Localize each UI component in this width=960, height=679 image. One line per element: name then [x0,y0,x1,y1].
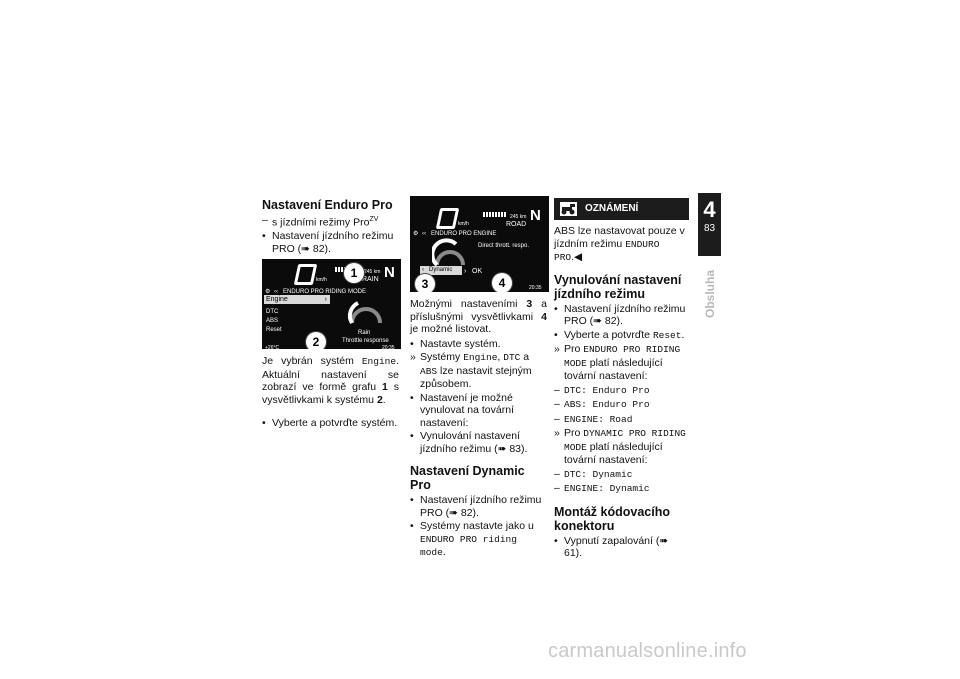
section-title-reset: Vynulování nastavení jízdního režimu [554,272,682,301]
dash-marker: – [554,398,560,410]
chapter-side-label [688,270,732,320]
dash-marker: – [554,467,560,480]
menu-item-engine[interactable]: Engine › [264,295,330,304]
motorcycle-notice-icon [560,202,577,216]
menu-item-dtc[interactable]: DTC [266,309,279,315]
bullet-item: • Nastavte systém. [410,337,501,350]
temperature: +26°C [265,345,280,349]
back-chevron-icon: ‹‹ [422,231,426,237]
bullet-item: • Nastavení jízdního režimu PRO (➠ 82). [554,302,686,327]
settings-gear-icon: ⚙ [265,289,271,295]
bullet-item: • Nastavení jízdního režimu PRO (➠ 82). [262,230,394,255]
bullet-marker: • [262,230,266,242]
result-marker: » [554,343,560,355]
bullet-item: • Vypnutí zapalování (➠ 61). [554,534,669,559]
column-1 [262,198,399,431]
callout-4: 4 [492,273,512,292]
notice-text: ABS lze nastavovat pouze v jízdním režimu ENDURO PRO.◀ [554,225,685,263]
bullet-marker: • [410,494,414,506]
callout-1: 1 [344,263,364,283]
chevron-right-icon: › [324,296,327,303]
column-3 [554,198,689,561]
bullet-marker: • [554,534,558,547]
dashboard-screenshot-riding-mode [262,259,401,349]
dashboard-screenshot-engine [410,196,549,292]
dash-marker: – [554,383,560,396]
speed-unit: km/h [458,221,469,227]
section-title-enduro-pro: Nastavení Enduro Pro [262,198,393,212]
clock: 20:35 [529,285,542,291]
default-item: – ENGINE: Dynamic [554,482,650,494]
prereq-superscript: ZV [369,216,379,223]
section-title-dynamic-pro: Nastavení Dynamic Pro [410,464,525,492]
callout-3: 3 [415,274,435,292]
result-marker: » [410,351,416,363]
gear-indicator: N [530,207,541,224]
menu-item-reset[interactable]: Reset [266,327,282,333]
clock: 20:35 [382,345,395,349]
dash-marker: – [554,482,560,494]
riding-mode-value: ROAD [506,221,527,228]
result-item: » Pro ENDURO PRO RIDING MODE platí následující tovární nastavení: [554,343,681,382]
bullet-item: • Nastavení jízdního režimu PRO (➠ 82). [410,494,542,519]
range-value: 245 km [510,214,527,220]
gear-indicator: N [384,264,395,281]
chevron-left-icon: ‹ [422,267,424,273]
bullet-marker: • [554,328,558,341]
bullet-item: • Vyberte a potvrďte systém. [262,417,398,429]
footer-watermark: carmanualsonline.info [548,640,747,662]
chapter-tab [698,193,721,256]
bullet-marker: • [262,417,266,429]
option-dynamic[interactable]: ‹ Dynamic [420,266,462,275]
gauge-sublabel: Throttle response [342,338,389,344]
callout-2: 2 [306,332,326,349]
ok-button[interactable]: OK [472,268,483,275]
dash-marker: – [262,214,268,226]
result-item: » Systémy Engine, DTC a ABS lze nastavit stejným způsobem. [410,351,532,390]
back-chevron-icon: ‹‹ [274,289,278,295]
bullet-item: • Vyberte a potvrďte Reset. [554,328,685,341]
bullet-marker: • [410,391,414,404]
fuel-bar-icon [483,212,507,217]
section-title-connector: Montáž kódovacího konektoru [554,504,670,533]
throttle-gauge-icon [346,293,386,327]
paragraph-selected-system: Je vybrán systém Engine. Aktuální nastavení se zobrazí ve formě grafu 1 s vysvětlivkami k systému 2. [262,355,399,406]
bullet-item: • Systémy nastavte jako u ENDURO PRO riding mode. [410,520,534,558]
default-item: – ABS: Enduro Pro [554,398,650,410]
chapter-side-label-text: Obsluha [703,270,717,318]
bullet-marker: • [410,337,414,350]
column-2 [410,196,547,561]
speed-unit: km/h [316,277,327,283]
option-chevron-right-icon: › [464,268,467,275]
paragraph-options: Možnými nastaveními 3 a příslušnými vysvětlivkami 4 je možné listovat. [410,298,548,335]
default-item: – DTC: Dynamic [554,467,633,480]
riding-mode-value: RAIN [362,276,379,283]
result-item: » Pro DYNAMIC PRO RIDING MODE platí následující tovární nastavení: [554,427,686,466]
menu-title: ENDURO PRO RIDING MODE [283,289,367,295]
speed-digit-icon [436,208,459,229]
default-item: – ENGINE: Road [554,412,633,425]
bullet-item: • Vynulování nastavení jízdního režimu (➠ 83). [410,430,528,455]
speed-digit-icon [294,264,317,285]
default-item: – DTC: Enduro Pro [554,383,650,396]
direct-throttle-label: Direct thrott. respo. [478,243,530,249]
bullet-marker: • [554,302,558,315]
notice-box [554,198,689,220]
chapter-number: 4 [703,197,716,222]
prerequisite: – s jízdními režimy Pro$^{ZV}$ [262,214,379,229]
bullet-item: • Nastavení je možné vynulovat na tovární nastavení: [410,391,514,429]
notice-title: OZNÁMENÍ [585,202,639,214]
range-value: 245 km [364,269,381,275]
bullet-marker: • [410,430,414,442]
settings-gear-icon: ⚙ [413,231,419,237]
result-marker: » [554,427,560,439]
bullet-marker: • [410,520,414,532]
menu-item-abs[interactable]: ABS [266,318,279,324]
gauge-label: Rain [358,330,371,336]
engine-gauge-icon [432,238,468,268]
page-number: 83 [703,223,716,234]
dash-marker: – [554,412,560,425]
menu-title: ENDURO PRO ENGINE [431,231,497,237]
